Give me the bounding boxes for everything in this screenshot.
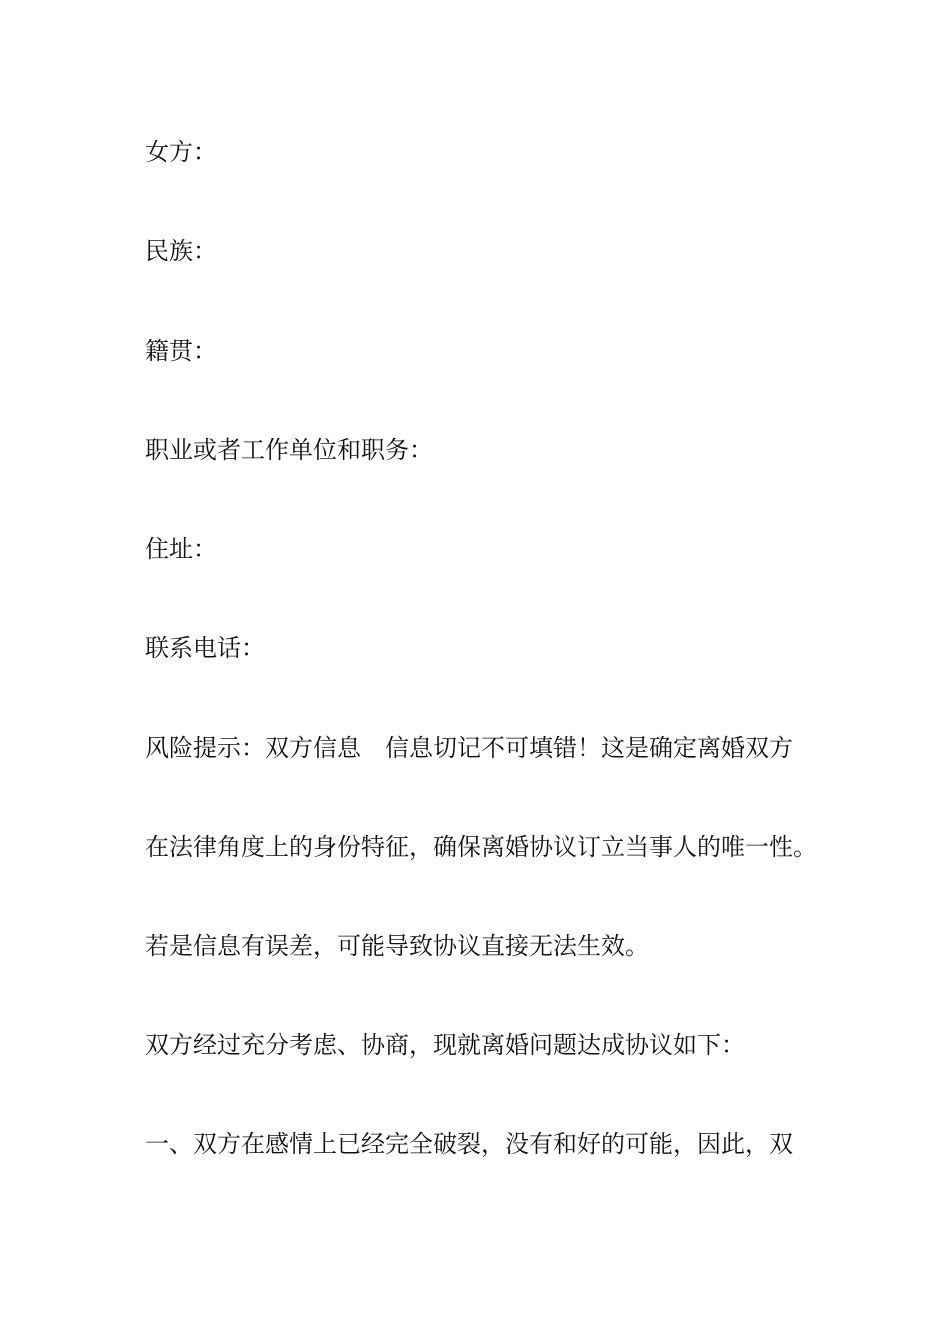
- occupation-label: 职业或者工作单位和职务：: [145, 436, 433, 464]
- agreement-intro: 双方经过充分考虑、协商，现就离婚问题达成协议如下：: [145, 1031, 745, 1059]
- risk-notice-line-3: 若是信息有误差，可能导致协议直接无法生效。: [145, 932, 649, 960]
- native-place-label: 籍贯：: [145, 337, 217, 365]
- phone-label: 联系电话：: [145, 634, 265, 662]
- risk-notice-line-1: 风险提示：双方信息 信息切记不可填错！这是确定离婚双方: [145, 734, 793, 762]
- female-party-label: 女方：: [145, 138, 217, 166]
- ethnicity-label: 民族：: [145, 237, 217, 265]
- clause-one-line-1: 一、双方在感情上已经完全破裂，没有和好的可能，因此，双: [145, 1130, 793, 1158]
- address-label: 住址：: [145, 535, 217, 563]
- risk-notice-line-2: 在法律角度上的身份特征，确保离婚协议订立当事人的唯一性。: [145, 833, 817, 861]
